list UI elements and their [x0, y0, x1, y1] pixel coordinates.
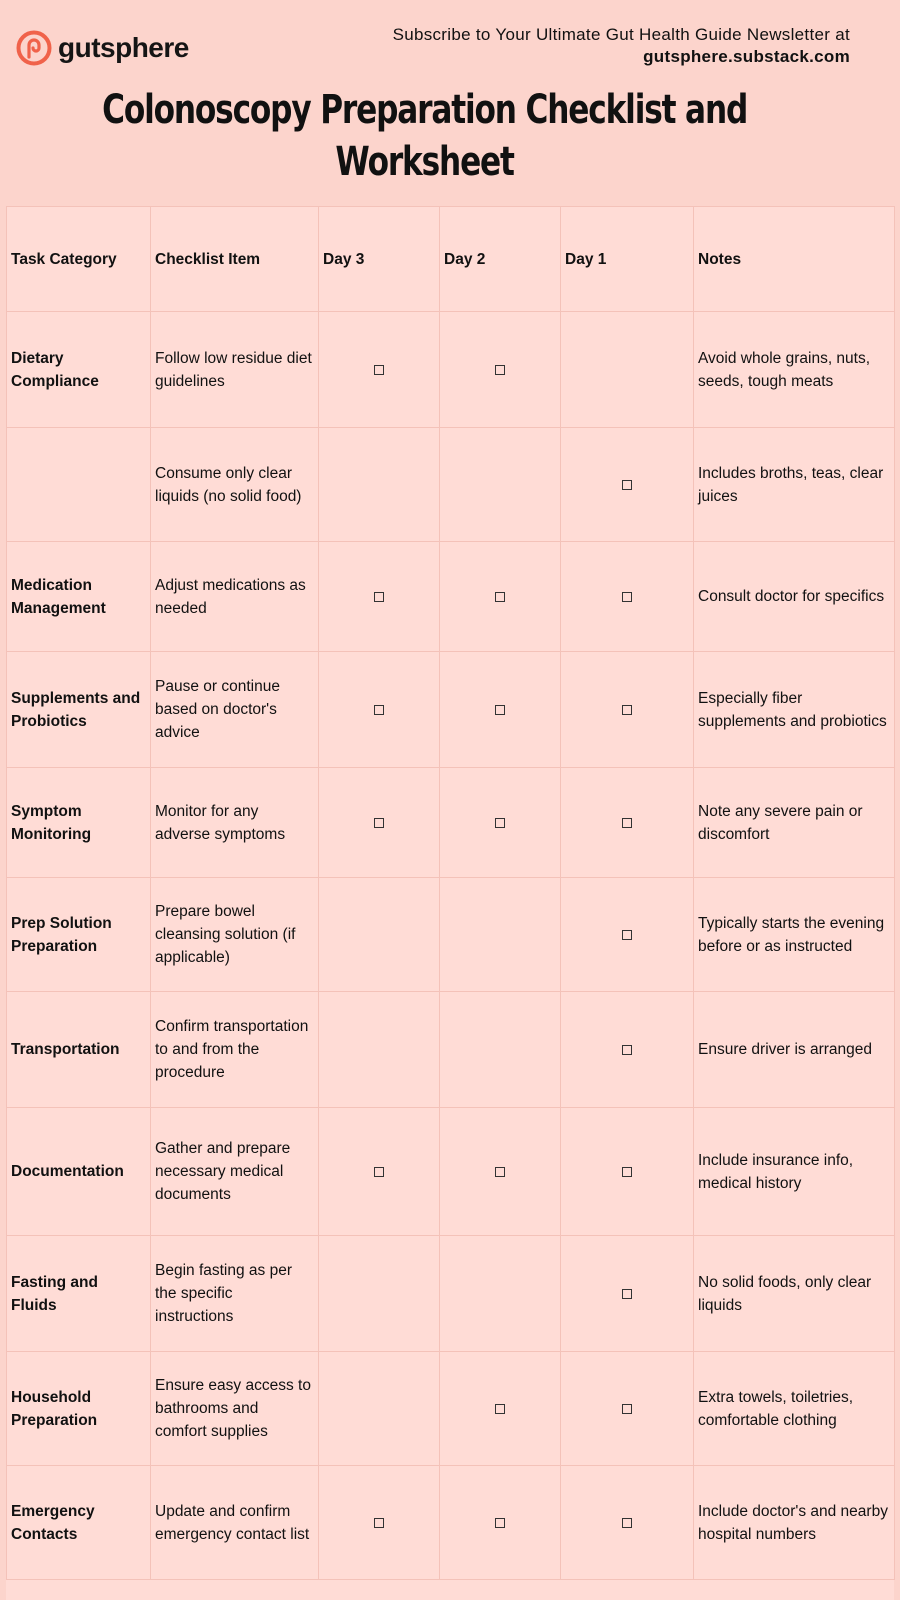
checkbox-cell-day3 — [319, 652, 440, 768]
checklist-item-cell: Confirm transportation to and from the procedure — [151, 992, 319, 1108]
checkbox-day1[interactable] — [622, 480, 632, 490]
task-category-cell: Dietary Compliance — [7, 312, 151, 428]
checkbox-cell-day3 — [319, 428, 440, 542]
checkbox-cell-day3 — [319, 768, 440, 878]
table-row — [7, 542, 895, 652]
checklist-item-cell: Update and confirm emergency contact list — [151, 1466, 319, 1580]
column-header-day-2: Day 2 — [440, 207, 561, 312]
checklist-item-cell: Gather and prepare necessary medical documents — [151, 1108, 319, 1236]
table-row — [7, 1466, 895, 1580]
table-row — [7, 1236, 895, 1352]
checkbox-cell-day2 — [440, 878, 561, 992]
checkbox-day1[interactable] — [622, 1167, 632, 1177]
checkbox-day2[interactable] — [495, 1404, 505, 1414]
notes-cell: Especially fiber supplements and probiotics — [694, 652, 895, 768]
checkbox-day2[interactable] — [495, 365, 505, 375]
table-row — [7, 652, 895, 768]
checkbox-day3[interactable] — [374, 365, 384, 375]
table-row — [7, 1108, 895, 1236]
checkbox-day2[interactable] — [495, 592, 505, 602]
table-row — [7, 992, 895, 1108]
checklist-table — [6, 206, 895, 1580]
table-row — [7, 878, 895, 992]
checkbox-day3[interactable] — [374, 818, 384, 828]
checkbox-cell-day1 — [561, 768, 694, 878]
task-category-cell: Fasting and Fluids — [7, 1236, 151, 1352]
checkbox-cell-day3 — [319, 312, 440, 428]
checkbox-cell-day1 — [561, 1466, 694, 1580]
task-category-cell: Medication Management — [7, 542, 151, 652]
checkbox-cell-day3 — [319, 1108, 440, 1236]
checkbox-day2[interactable] — [495, 818, 505, 828]
checklist-item-cell: Pause or continue based on doctor's advice — [151, 652, 319, 768]
table-row — [7, 768, 895, 878]
checkbox-cell-day2 — [440, 1108, 561, 1236]
brand-name: gutsphere — [58, 32, 189, 63]
checkbox-day2[interactable] — [495, 1167, 505, 1177]
checkbox-day1[interactable] — [622, 818, 632, 828]
gutsphere-logo-icon — [16, 30, 52, 66]
checkbox-cell-day1 — [561, 1108, 694, 1236]
checkbox-day1[interactable] — [622, 1045, 632, 1055]
checkbox-cell-day1 — [561, 542, 694, 652]
checklist-item-cell: Ensure easy access to bathrooms and comfort supplies — [151, 1352, 319, 1466]
checklist-item-cell: Begin fasting as per the specific instructions — [151, 1236, 319, 1352]
column-header-checklist-item: Checklist Item — [151, 207, 319, 312]
notes-cell: Extra towels, toiletries, comfortable clothing — [694, 1352, 895, 1466]
checkbox-cell-day1 — [561, 1236, 694, 1352]
checkbox-cell-day2 — [440, 652, 561, 768]
notes-cell: Typically starts the evening before or as instructed — [694, 878, 895, 992]
notes-cell: Avoid whole grains, nuts, seeds, tough meats — [694, 312, 895, 428]
subscribe-url[interactable]: gutsphere.substack.com — [643, 47, 850, 66]
checkbox-cell-day3 — [319, 1236, 440, 1352]
column-header-task-category: Task Category — [7, 207, 151, 312]
checkbox-day3[interactable] — [374, 592, 384, 602]
checkbox-day1[interactable] — [622, 1289, 632, 1299]
checklist-item-cell: Prepare bowel cleansing solution (if applicable) — [151, 878, 319, 992]
checkbox-cell-day2 — [440, 1352, 561, 1466]
checkbox-day2[interactable] — [495, 705, 505, 715]
task-category-cell: Prep Solution Preparation — [7, 878, 151, 992]
checkbox-cell-day2 — [440, 312, 561, 428]
checkbox-day2[interactable] — [495, 1518, 505, 1528]
task-category-cell: Transportation — [7, 992, 151, 1108]
checkbox-cell-day3 — [319, 542, 440, 652]
checklist-item-cell: Follow low residue diet guidelines — [151, 312, 319, 428]
checkbox-cell-day1 — [561, 652, 694, 768]
notes-cell: Ensure driver is arranged — [694, 992, 895, 1108]
notes-cell: Note any severe pain or discomfort — [694, 768, 895, 878]
subscribe-text: Subscribe to Your Ultimate Gut Health Guide Newsletter at — [392, 25, 850, 44]
checkbox-day1[interactable] — [622, 930, 632, 940]
checkbox-day1[interactable] — [622, 1404, 632, 1414]
page-title: Colonoscopy Preparation Checklist and Worksheet — [102, 87, 748, 185]
checkbox-cell-day3 — [319, 878, 440, 992]
checkbox-cell-day3 — [319, 992, 440, 1108]
checkbox-day1[interactable] — [622, 705, 632, 715]
subscribe-banner — [393, 24, 850, 68]
column-header-day-3: Day 3 — [319, 207, 440, 312]
checkbox-cell-day2 — [440, 428, 561, 542]
column-header-day-1: Day 1 — [561, 207, 694, 312]
brand-logo — [16, 30, 189, 66]
task-category-cell: Emergency Contacts — [7, 1466, 151, 1580]
checklist-item-cell: Adjust medications as needed — [151, 542, 319, 652]
checkbox-cell-day1 — [561, 312, 694, 428]
table-row — [7, 312, 895, 428]
task-category-cell: Household Preparation — [7, 1352, 151, 1466]
checkbox-day3[interactable] — [374, 1518, 384, 1528]
notes-cell: No solid foods, only clear liquids — [694, 1236, 895, 1352]
checklist-item-cell: Monitor for any adverse symptoms — [151, 768, 319, 878]
checkbox-cell-day1 — [561, 428, 694, 542]
task-category-cell: Symptom Monitoring — [7, 768, 151, 878]
task-category-cell: Supplements and Probiotics — [7, 652, 151, 768]
checkbox-cell-day2 — [440, 542, 561, 652]
table-row — [7, 428, 895, 542]
checkbox-cell-day2 — [440, 992, 561, 1108]
checkbox-cell-day1 — [561, 878, 694, 992]
task-category-cell — [7, 428, 151, 542]
checklist-item-cell: Consume only clear liquids (no solid food) — [151, 428, 319, 542]
task-category-cell: Documentation — [7, 1108, 151, 1236]
notes-cell: Consult doctor for specifics — [694, 542, 895, 652]
checklist-table-container — [6, 206, 894, 1600]
notes-cell: Includes broths, teas, clear juices — [694, 428, 895, 542]
notes-cell: Include doctor's and nearby hospital numbers — [694, 1466, 895, 1580]
checkbox-day3[interactable] — [374, 705, 384, 715]
table-header-row — [7, 207, 895, 312]
checkbox-cell-day2 — [440, 1466, 561, 1580]
checkbox-cell-day3 — [319, 1466, 440, 1580]
checkbox-cell-day3 — [319, 1352, 440, 1466]
table-row — [7, 1352, 895, 1466]
checkbox-cell-day1 — [561, 1352, 694, 1466]
checkbox-day1[interactable] — [622, 1518, 632, 1528]
notes-cell: Include insurance info, medical history — [694, 1108, 895, 1236]
checkbox-day3[interactable] — [374, 1167, 384, 1177]
checkbox-cell-day1 — [561, 992, 694, 1108]
checkbox-cell-day2 — [440, 768, 561, 878]
column-header-notes: Notes — [694, 207, 895, 312]
checkbox-day1[interactable] — [622, 592, 632, 602]
checkbox-cell-day2 — [440, 1236, 561, 1352]
